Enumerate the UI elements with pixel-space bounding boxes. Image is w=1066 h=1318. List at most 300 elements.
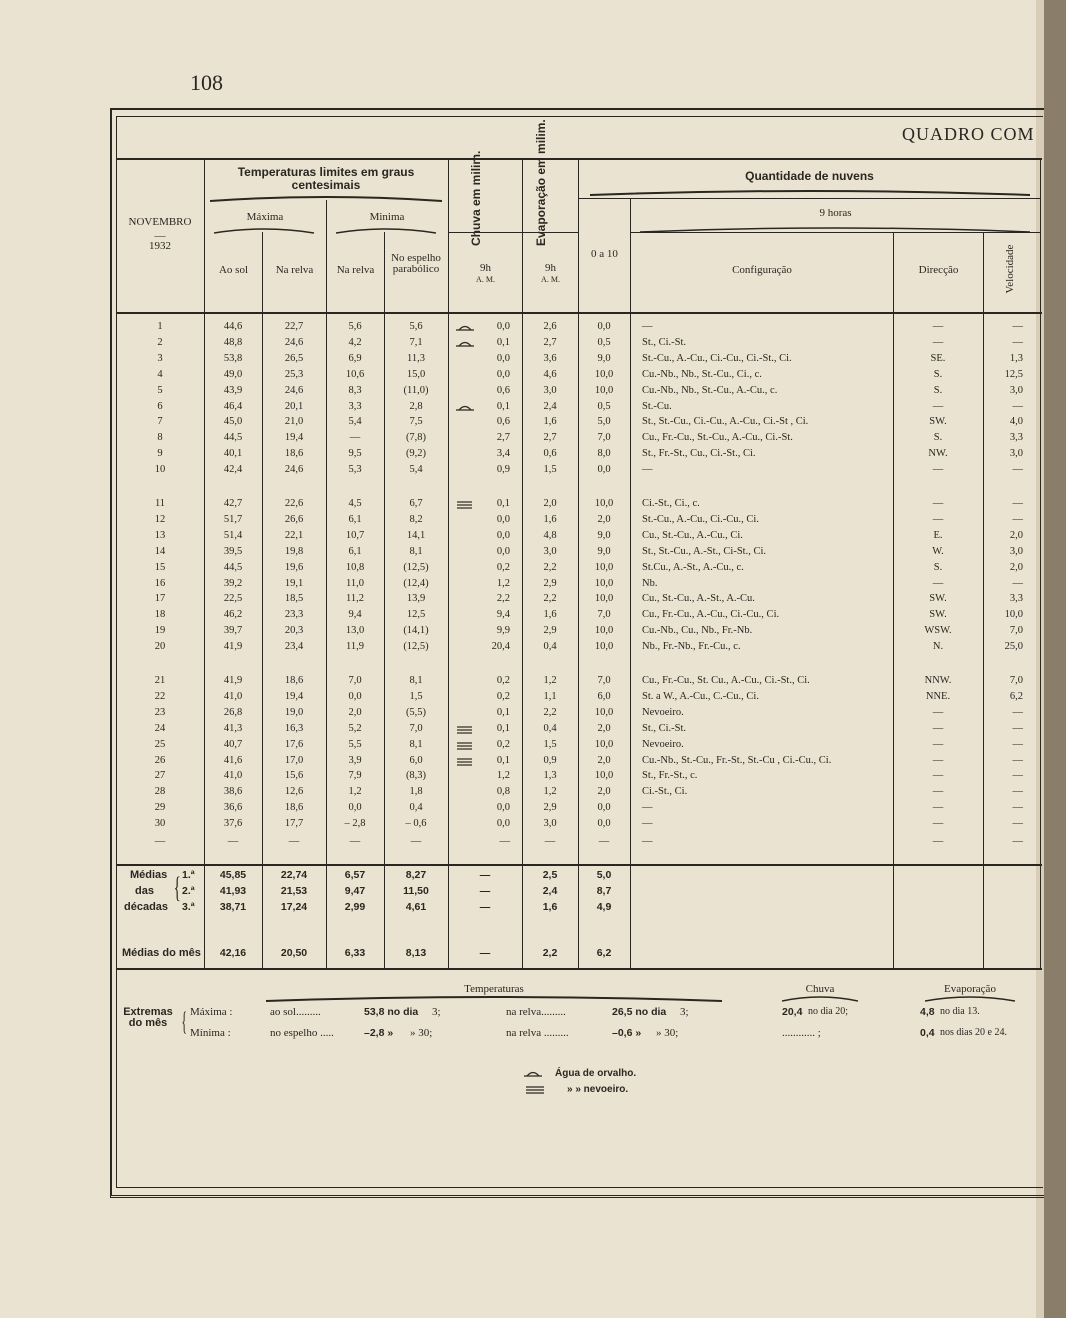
cell-nebulosidade: 0,5	[597, 336, 611, 348]
cell-na-relva-max: 26,5	[284, 352, 304, 364]
cell-evaporacao: 4,6	[543, 368, 557, 380]
cell-na-relva-min: 5,3	[348, 464, 362, 476]
cell-day: 30	[154, 818, 166, 830]
ext-minima-label: Mínima :	[190, 1027, 231, 1039]
cell-na-relva-min: 11,2	[346, 593, 364, 605]
cell-nebulosidade: 10,0	[594, 498, 614, 509]
cell-day: 3	[157, 352, 163, 364]
cell-nebulosidade: 0,0	[597, 802, 611, 814]
cell-na-relva-min: 6,1	[348, 545, 362, 557]
cell-chuva: 0,0	[496, 513, 510, 525]
cell-velocidade: —	[1012, 464, 1023, 476]
cell-ao-sol: 41,9	[223, 641, 243, 653]
cell-evaporacao: 1,1	[543, 690, 557, 702]
cell-ao-sol: 39,7	[223, 625, 243, 637]
cell-chuva: 2,7	[496, 432, 510, 444]
cell-velocidade: 3,3	[1009, 432, 1023, 444]
cell-media-evap: 2,2	[542, 947, 558, 959]
cell-direccao: SW.	[929, 593, 947, 605]
cell-configuracao: St.Cu., A.-St., A.-Cu., c.	[642, 561, 744, 573]
cell-media-chuva: —	[479, 885, 491, 897]
cell-na-relva-min: 5,5	[348, 738, 362, 750]
cell-espelho: 13,9	[406, 593, 426, 605]
cell-ao-sol: —	[227, 836, 239, 847]
cell-chuva: 9,9	[496, 625, 510, 637]
cell-espelho: (7,8)	[405, 432, 427, 444]
cell-configuracao: St., St.-Cu., A.-St., Ci-St., Ci.	[642, 545, 766, 557]
ext-evap-max: 4,8	[920, 1006, 935, 1018]
cell-chuva: 0,0	[496, 802, 510, 814]
cell-ao-sol: 41,3	[223, 722, 243, 734]
cell-direccao: —	[932, 400, 944, 412]
cell-evaporacao: 1,6	[543, 513, 557, 525]
cell-ao-sol: 49,0	[223, 368, 243, 380]
cell-configuracao: —	[642, 836, 653, 847]
cell-espelho: (12,5)	[403, 641, 429, 653]
cell-espelho: 5,6	[409, 321, 423, 332]
cell-media-relva: 21,53	[280, 885, 308, 897]
cell-direccao: —	[932, 513, 944, 525]
cell-direccao: —	[932, 706, 944, 718]
cell-direccao: NW.	[928, 448, 948, 460]
cell-configuracao: St.-Cu., A.-Cu., Ci.-Cu., Ci.	[642, 513, 759, 525]
nuvens-header: Quantidade de nuvens	[745, 169, 874, 183]
nuvens-brace	[590, 190, 1030, 196]
cell-evaporacao: 0,4	[543, 641, 557, 653]
cell-na-relva-max: 26,6	[284, 513, 304, 525]
cell-direccao: —	[932, 722, 944, 734]
cell-espelho: 7,1	[409, 336, 423, 348]
cell-nebulosidade: 8,0	[597, 448, 611, 460]
cell-media-espelho: 11,50	[403, 885, 429, 897]
cell-chuva: 0,1	[496, 400, 510, 412]
configuracao-header: Configuração	[732, 264, 792, 276]
cell-na-relva-min: 5,6	[348, 321, 362, 332]
cell-na-relva-max: 22,6	[284, 498, 304, 509]
cell-ao-sol: 41,6	[223, 754, 243, 766]
cell-configuracao: St., Ci.-St.	[642, 722, 687, 734]
medias-mes-label: Médias do mês	[122, 947, 201, 959]
cell-na-relva-max: 20,3	[284, 625, 304, 637]
cell-direccao: S.	[933, 561, 943, 573]
cell-na-relva-min: 7,0	[348, 675, 362, 686]
cell-velocidade: —	[1012, 802, 1023, 814]
medias-bottom-rule	[116, 968, 1042, 970]
col-line-11	[1040, 158, 1041, 968]
ext-evap-brace	[925, 996, 1015, 1002]
page-number: 108	[190, 70, 223, 95]
cell-direccao: —	[932, 464, 944, 476]
cell-na-relva-min: —	[349, 836, 361, 847]
cell-evaporacao: 1,2	[543, 675, 557, 686]
cell-configuracao: Ci.-St., Ci., c.	[642, 498, 700, 509]
cell-day: 12	[154, 513, 166, 525]
cell-day: 14	[154, 545, 166, 557]
cell-configuracao: Nevoeiro.	[642, 738, 684, 750]
cell-configuracao: Cu., St.-Cu., A.-Cu., Ci.	[642, 529, 743, 541]
cell-evaporacao: 1,2	[543, 786, 557, 798]
cell-na-relva-min: —	[349, 432, 361, 444]
medias-label-1: Médias	[130, 869, 168, 881]
cell-evaporacao: 0,9	[543, 754, 557, 766]
cell-media-espelho: 4,61	[405, 901, 427, 913]
cell-direccao: —	[932, 836, 944, 847]
cell-configuracao: Nb., Fr.-Nb., Fr.-Cu., c.	[642, 641, 741, 653]
cell-direccao: N.	[932, 641, 944, 653]
cell-na-relva-max: 22,1	[284, 529, 304, 541]
cell-direccao: NNW.	[924, 675, 952, 686]
cell-day: 15	[154, 561, 166, 573]
cell-chuva: 2,2	[496, 593, 510, 605]
cell-espelho: 2,8	[409, 400, 423, 412]
cell-espelho: 8,1	[409, 738, 423, 750]
cell-ao-sol: 39,2	[223, 577, 243, 589]
cell-ao-sol: 22,5	[223, 593, 243, 605]
ext-min-esp: no espelho .....	[270, 1027, 334, 1039]
cell-ao-sol: 41,0	[223, 690, 243, 702]
cell-nebulosidade: 9,0	[597, 545, 611, 557]
ext-maxima-label: Máxima :	[190, 1006, 233, 1018]
cell-na-relva-max: 18,5	[284, 593, 304, 605]
cell-chuva: 0,2	[496, 738, 510, 750]
cell-evaporacao: 2,0	[543, 498, 557, 509]
cell-ao-sol: 42,4	[223, 464, 243, 476]
cell-day: 25	[154, 738, 166, 750]
cell-day: 13	[154, 529, 166, 541]
cell-velocidade: —	[1012, 513, 1023, 525]
cell-espelho: (12,5)	[403, 561, 429, 573]
cell-media-espelho: 8,13	[405, 947, 427, 959]
ext-max-relva-dia: 3;	[680, 1006, 689, 1018]
cell-media-relva: 20,50	[280, 947, 308, 959]
ext-max-relva-val: 26,5 no dia	[612, 1006, 667, 1018]
cell-ao-sol: 51,4	[223, 529, 243, 541]
cell-day: 16	[154, 577, 166, 589]
cell-configuracao: Cu.-Nb., Cu., Nb., Fr.-Nb.	[642, 625, 753, 637]
cell-chuva: 0,1	[496, 498, 510, 509]
cell-nebulosidade: 0,0	[597, 321, 611, 332]
cell-evaporacao: 3,0	[543, 384, 557, 396]
ext-chuva-brace	[782, 996, 858, 1002]
ext-evap-max-txt: no dia 13.	[940, 1006, 980, 1017]
cell-na-relva-min: – 2,8	[344, 818, 366, 830]
cell-configuracao: Cu., Fr.-Cu., A.-Cu., Ci.-Cu., Ci.	[642, 609, 780, 621]
cell-na-relva-max: 21,0	[284, 416, 304, 428]
cell-evaporacao: 2,6	[543, 321, 557, 332]
cell-ao-sol: 44,5	[223, 561, 243, 573]
cell-espelho: (9,2)	[405, 448, 427, 460]
cell-espelho: 6,7	[409, 498, 423, 509]
cell-na-relva-max: 18,6	[284, 448, 304, 460]
cell-espelho: 14,1	[406, 529, 426, 541]
cell-espelho: (14,1)	[403, 625, 429, 637]
cell-chuva: 0,2	[496, 561, 510, 573]
cell-na-relva-max: 17,7	[284, 818, 304, 830]
cell-nebulosidade: 0,5	[597, 400, 611, 412]
ext-chuva-max-txt: no dia 20;	[808, 1006, 848, 1017]
chuva-am: A. M.	[476, 275, 495, 284]
cell-direccao: SW.	[929, 609, 947, 621]
cell-media-espelho: 8,27	[405, 869, 427, 881]
cell-ao-sol: 26,8	[223, 706, 243, 718]
cell-chuva: 0,2	[496, 675, 510, 686]
medias-label-3: décadas	[124, 901, 169, 913]
cell-configuracao: —	[642, 802, 653, 814]
cell-day: 6	[157, 400, 163, 412]
cell-media-min: 9,47	[344, 885, 366, 897]
cell-espelho: 8,1	[409, 675, 423, 686]
evaporacao-header: Evaporação em milim.	[534, 119, 548, 246]
cell-media-min: 6,33	[344, 947, 366, 959]
cell-nebulosidade: 10,0	[594, 706, 614, 718]
cell-velocidade: 7,0	[1009, 675, 1023, 686]
ext-label: Extremas do mês	[123, 1006, 173, 1029]
cell-na-relva-max: 15,6	[284, 770, 304, 782]
cell-espelho: (11,0)	[403, 384, 429, 396]
cell-chuva: —	[499, 836, 510, 847]
cell-chuva: 0,6	[496, 384, 510, 396]
chuva-header: Chuva em milim.	[469, 150, 483, 246]
cell-nebulosidade: 10,0	[594, 625, 614, 637]
cell-ao-sol: 53,8	[223, 352, 243, 364]
cell-chuva: 0,0	[496, 545, 510, 557]
cell-media-chuva: —	[479, 869, 491, 881]
cell-na-relva-max: 16,3	[284, 722, 304, 734]
cell-day: 19	[154, 625, 166, 637]
cell-direccao: WSW.	[924, 625, 952, 637]
cell-direccao: NNE.	[925, 690, 951, 702]
cell-decada-label: 2.ª	[182, 885, 195, 897]
cell-evaporacao: 2,9	[543, 577, 557, 589]
cell-nebulosidade: 10,0	[594, 641, 614, 653]
cell-direccao: —	[932, 818, 944, 830]
cell-direccao: —	[932, 802, 944, 814]
subhead-rule-3	[578, 198, 1040, 199]
cell-na-relva-min: 0,0	[348, 802, 362, 814]
cell-day: 29	[154, 802, 166, 814]
cell-chuva: 20,4	[491, 641, 510, 653]
cell-chuva: 0,1	[496, 706, 510, 718]
cell-day: 18	[154, 609, 166, 621]
cell-ao-sol: 40,1	[223, 448, 243, 460]
cell-na-relva-min: 3,9	[348, 754, 362, 766]
cell-media-sol: 38,71	[219, 901, 247, 913]
cell-direccao: —	[932, 498, 944, 509]
cell-direccao: S.	[933, 384, 943, 396]
cell-nebulosidade: 0,0	[597, 818, 611, 830]
cell-evaporacao: 3,0	[543, 545, 557, 557]
cell-na-relva-max: 19,4	[284, 432, 304, 444]
cell-evaporacao: 1,6	[543, 609, 557, 621]
cell-na-relva-max: 25,3	[284, 368, 304, 380]
cell-na-relva-min: 10,8	[345, 561, 365, 573]
cell-day: 28	[154, 786, 166, 798]
cell-velocidade: 3,0	[1009, 384, 1023, 396]
cell-na-relva-min: 6,1	[348, 513, 362, 525]
cell-direccao: S.	[933, 368, 943, 380]
na-relva-min-header: Na relva	[336, 264, 375, 276]
cell-media-relva: 17,24	[280, 901, 308, 913]
cell-media-evap: 1,6	[542, 901, 558, 913]
cell-chuva: 1,2	[496, 577, 510, 589]
cell-nebulosidade: 2,0	[597, 786, 611, 798]
cell-na-relva-max: 19,1	[284, 577, 304, 589]
ext-temp-brace	[266, 996, 722, 1002]
cell-velocidade: —	[1012, 577, 1023, 589]
cell-direccao: SW.	[929, 416, 947, 428]
cell-configuracao: St. a W., A.-Cu., C.-Cu., Ci.	[642, 690, 759, 702]
cell-chuva: 0,0	[496, 368, 510, 380]
cell-nebulosidade: 10,0	[594, 770, 614, 782]
cell-chuva: 9,4	[496, 609, 510, 621]
cell-nebulosidade: 2,0	[597, 513, 611, 525]
dew-icon	[456, 324, 474, 332]
cell-evaporacao: 3,0	[543, 818, 557, 830]
legend-fog-icon	[526, 1085, 546, 1097]
cell-velocidade: 12,5	[1004, 368, 1023, 380]
ext-min-esp-val: –2,8 »	[364, 1027, 394, 1039]
fog-icon	[456, 501, 474, 509]
cell-na-relva-min: 0,0	[348, 690, 362, 702]
cell-na-relva-min: 1,2	[348, 786, 362, 798]
cell-nebulosidade: 9,0	[597, 529, 611, 541]
cell-media-chuva: —	[479, 901, 491, 913]
cell-espelho: (8,3)	[405, 770, 427, 782]
cell-espelho: – 0,6	[405, 818, 427, 830]
cell-espelho: 5,4	[409, 464, 423, 476]
cell-espelho: 15,0	[406, 368, 426, 380]
cell-evaporacao: 1,6	[543, 416, 557, 428]
cell-na-relva-max: 17,6	[284, 738, 304, 750]
ext-max-sol-dia: 3;	[432, 1006, 441, 1018]
ao-sol-header: Ao sol	[218, 264, 249, 276]
cell-ao-sol: 43,9	[223, 384, 243, 396]
cell-chuva: 0,0	[496, 321, 510, 332]
cell-chuva: 0,1	[496, 722, 510, 734]
cell-evaporacao: 0,4	[543, 722, 557, 734]
cell-media-neb: 6,2	[596, 947, 612, 959]
cell-day: 22	[154, 690, 166, 702]
cell-day: 2	[157, 336, 163, 348]
cell-ao-sol: 38,6	[223, 786, 243, 798]
cell-nebulosidade: 5,0	[597, 416, 611, 428]
ext-brace: {	[181, 1007, 188, 1036]
cell-day: —	[154, 836, 166, 847]
ext-min-esp-dia: » 30;	[410, 1027, 433, 1039]
cell-nebulosidade: 10,0	[594, 561, 614, 573]
ext-chuva-min: ............ ;	[782, 1027, 821, 1039]
cell-velocidade: 10,0	[1004, 609, 1023, 621]
cell-na-relva-min: 4,2	[348, 336, 362, 348]
cell-configuracao: Cu.-Nb., Nb., St.-Cu., A.-Cu., c.	[642, 384, 778, 396]
cell-media-min: 6,57	[344, 869, 366, 881]
cell-na-relva-max: 19,6	[284, 561, 304, 573]
cell-configuracao: St., Ci.-St.	[642, 336, 687, 348]
cell-evaporacao: 1,5	[543, 464, 557, 476]
cell-configuracao: Cu., Fr.-Cu., St.-Cu., A.-Cu., Ci.-St.	[642, 432, 793, 444]
cell-espelho: 1,8	[409, 786, 423, 798]
ext-chuva-max: 20,4	[782, 1006, 803, 1018]
cell-velocidade: —	[1012, 498, 1023, 509]
cell-media-neb: 8,7	[596, 885, 612, 897]
cell-velocidade: 2,0	[1009, 529, 1023, 541]
nove-horas-brace	[640, 227, 1030, 233]
cell-evaporacao: 1,5	[543, 738, 557, 750]
fog-icon	[456, 726, 474, 734]
cell-day: 5	[157, 384, 163, 396]
month-dash: —	[154, 230, 166, 242]
medias-top-rule	[116, 864, 1042, 866]
cell-day: 26	[154, 754, 166, 766]
cell-direccao: W.	[932, 545, 944, 557]
cell-espelho: 7,5	[409, 416, 423, 428]
cell-espelho: (12,4)	[403, 577, 429, 589]
maxima-brace	[214, 228, 314, 234]
cell-evaporacao: 2,7	[543, 336, 557, 348]
cell-direccao: SE.	[930, 352, 946, 364]
cell-na-relva-min: 5,4	[348, 416, 362, 428]
na-relva-max-header: Na relva	[275, 264, 314, 276]
cell-nebulosidade: 10,0	[594, 738, 614, 750]
cell-evaporacao: 2,7	[543, 432, 557, 444]
cell-chuva: 1,2	[496, 770, 510, 782]
cell-ao-sol: 40,7	[223, 738, 243, 750]
cell-configuracao: —	[642, 321, 653, 332]
cell-chuva: 0,1	[496, 754, 510, 766]
cell-espelho: 12,5	[406, 609, 426, 621]
cell-na-relva-max: 24,6	[284, 464, 304, 476]
cell-espelho: 6,0	[409, 754, 423, 766]
fog-icon	[456, 758, 474, 766]
cell-espelho: (5,5)	[405, 706, 427, 718]
cell-na-relva-max: 20,1	[284, 400, 304, 412]
cell-configuracao: Nevoeiro.	[642, 706, 684, 718]
col-line-8	[630, 198, 631, 968]
cell-direccao: —	[932, 786, 944, 798]
cell-chuva: 0,2	[496, 690, 510, 702]
evap-9h: 9h	[545, 262, 556, 274]
ext-evaporacao: Evaporação	[944, 983, 996, 995]
cell-velocidade: 3,3	[1009, 593, 1023, 605]
cell-chuva: 0,0	[496, 529, 510, 541]
cell-direccao: —	[932, 336, 944, 348]
direccao-header: Direcção	[918, 264, 959, 276]
cell-velocidade: —	[1012, 818, 1023, 830]
cell-na-relva-max: —	[288, 836, 300, 847]
cell-chuva: 0,0	[496, 352, 510, 364]
cell-na-relva-max: 12,6	[284, 786, 304, 798]
cell-nebulosidade: 10,0	[594, 593, 614, 605]
cell-espelho: 8,1	[409, 545, 423, 557]
cell-velocidade: —	[1012, 722, 1023, 734]
cell-configuracao: St.-Cu.	[642, 400, 672, 412]
cell-na-relva-max: 22,7	[284, 321, 304, 332]
header-bottom-rule	[116, 312, 1042, 314]
cell-espelho: —	[410, 836, 422, 847]
cell-velocidade: 3,0	[1009, 545, 1023, 557]
cell-na-relva-min: 10,7	[345, 529, 365, 541]
cell-direccao: —	[932, 577, 944, 589]
cell-day: 24	[154, 722, 166, 734]
cell-nebulosidade: —	[598, 836, 610, 847]
ext-min-relva-val: –0,6 »	[612, 1027, 642, 1039]
cell-media-chuva: —	[479, 947, 491, 959]
cell-chuva: 0,9	[496, 464, 510, 476]
cell-na-relva-max: 19,4	[284, 690, 304, 702]
cell-na-relva-min: 6,9	[348, 352, 362, 364]
ext-max-sol-val: 53,8 no dia	[364, 1006, 419, 1018]
legend-dew: Água de orvalho.	[555, 1068, 637, 1079]
